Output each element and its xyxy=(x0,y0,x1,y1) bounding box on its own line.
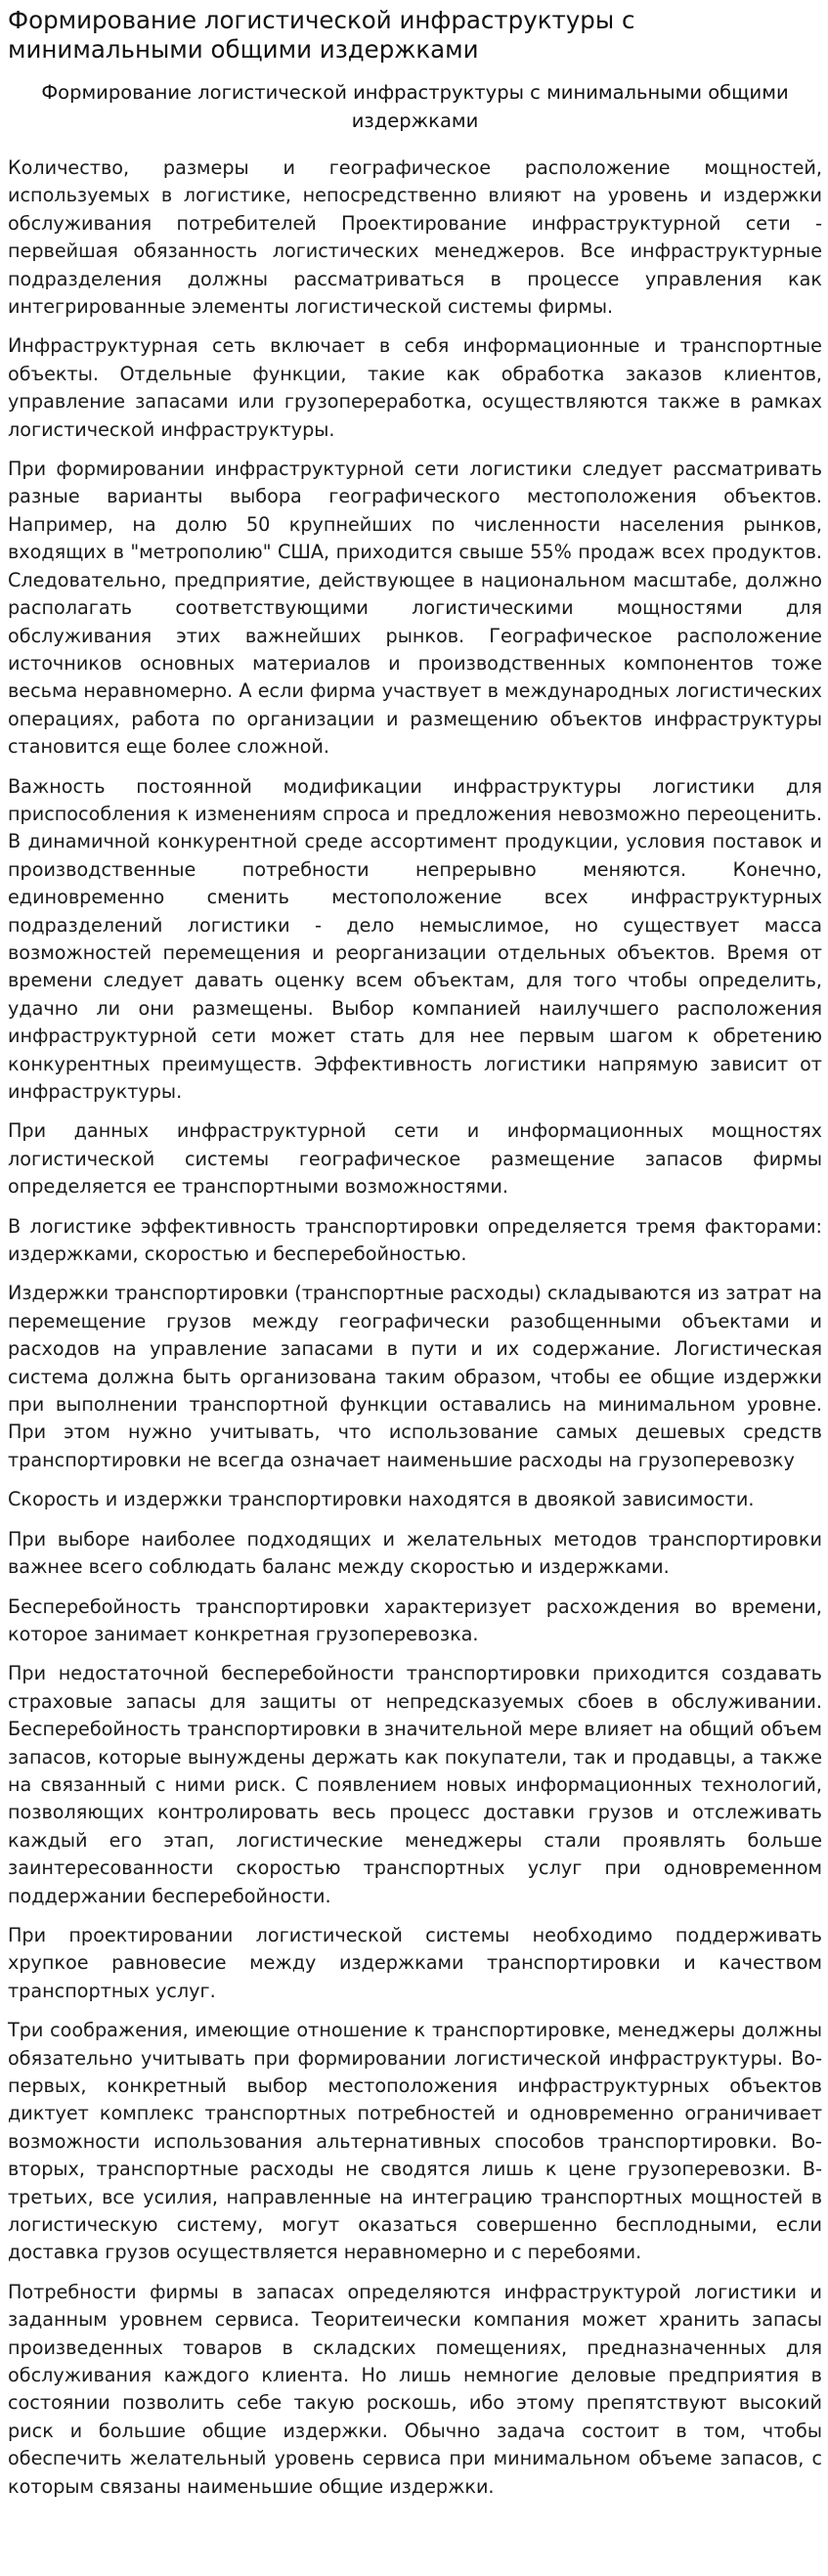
paragraph: При недостаточной бесперебойности транспортировки приходится создавать страховые запасы для защиты от непредсказуемых сбоев в обслуживании. Бесперебойность транспортировки в значительной мере влияет на общий объем запасов, которые вынуждены держать как покупатели, так и продавцы, а также на связанный с ними риск. С появлением новых информационных технологий, позволяющих контролировать весь процесс доставки грузов и отслеживать каждый его этап, логистические менеджеры стали проявлять больше заинтересованности скоростью транспортных услуг при одновременном поддержании бесперебойности. xyxy=(8,1662,822,1907)
paragraph: Издержки транспортировки (транспортные расходы) складываются из затрат на перемещение грузов между географически разобщенными объектами и расходов на управление запасами в пути и их содержание. Логистическая система должна быть организована таким образом, чтобы ее общие издержки при выполнении транспортной функции оставались на минимальном уровне. При этом нужно учитывать, что использование самых дешевых средств транспортировки не всегда означает наименьшие расходы на грузоперевозку xyxy=(8,1282,822,1471)
paragraph: При выборе наиболее подходящих и желательных методов транспортировки важнее всего соблюдать баланс между скоростью и издержками. xyxy=(8,1527,822,1579)
article-body xyxy=(8,154,822,2501)
paragraph: В логистике эффективность транспортировки определяется тремя факторами: издержками, скоростью и бесперебойностью. xyxy=(8,1214,822,1266)
paragraph: Скорость и издержки транспортировки находятся в двоякой зависимости. xyxy=(8,1488,755,1511)
paragraph: Бесперебойность транспортировки характеризует расхождения во времени, которое занимает конкретная грузоперевозка. xyxy=(8,1594,822,1645)
article-subtitle: Формирование логистической инфраструктуры с минимальными общими издержками xyxy=(41,81,789,132)
paragraph: При данных инфраструктурной сети и информационных мощностях логистической системы географическое размещение запасов фирмы определяется ее транспортными возможностями. xyxy=(8,1119,822,1199)
paragraph: Три соображения, имеющие отношение к транспортировке, менеджеры должны обязательно учитывать при формировании логистической инфраструктуры. Во-первых, конкретный выбор местоположения инфраструктурных объектов диктует комплекс транспортных потребностей и одновременно ограничивает возможности использования альтернативных способов транспортировки. Во-вторых, транспортные расходы не сводятся лишь к цене грузоперевозки. В-третьих, все усилия, направленные на интеграцию транспортных мощностей в логистическую систему, могут оказаться совершенно бесплодными, если доставка грузов осуществляется неравномерно и с перебоями. xyxy=(8,2019,822,2264)
paragraph: Количество, размеры и географическое расположение мощностей, используемых в логистике, непосредственно влияют на уровень и издержки обслуживания потребителей Проектирование инфраструктурной сети - первейшая обязанность логистических менеджеров. Все инфраструктурные подразделения должны рассматриваться в процессе управления как интегрированные элементы логистической системы фирмы. xyxy=(8,156,822,319)
paragraph: При проектировании логистической системы необходимо поддерживать хрупкое равновесие между издержками транспортировки и качеством транспортных услуг. xyxy=(8,1923,822,2002)
paragraph: Важность постоянной модификации инфраструктуры логистики для приспособления к изменениям спроса и предложения невозможно переоценить. В динамичной конкурентной среде ассортимент продукции, условия поставок и производственные потребности непрерывно меняются. Конечно, единовременно сменить местоположение всех инфраструктурных подразделений логистики - дело немыслимое, но существует масса возможностей перемещения и реорганизации отдельных объектов. Время от времени следует давать оценку всем объектам, для того чтобы определить, удачно ли они размещены. Выбор компанией наилучшего расположения инфраструктурной сети может стать для нее первым шагом к обретению конкурентных преимуществ. Эффективность логистики напрямую зависит от инфраструктуры. xyxy=(8,774,822,1103)
paragraph: Инфраструктурная сеть включает в себя информационные и транспортные объекты. Отдельные функции, такие как обработка заказов клиентов, управление запасами или грузопереработка, осуществляются также в рамках логистической инфраструктуры. xyxy=(8,334,822,441)
page-title: Формирование логистической инфраструктуры с минимальными общими издержками xyxy=(8,6,635,64)
paragraph: При формировании инфраструктурной сети логистики следует рассматривать разные варианты выбора географического местоположения объектов. Например, на долю 50 крупнейших по численности населения рынков, входящих в "метрополию" США, приходится свыше 55% продаж всех продуктов. Следовательно, предприятие, действующее в национальном масштабе, должно располагать соответствующими логистическими мощностями для обслуживания этих важнейших рынков. Географическое расположение источников основных материалов и производственных компонентов тоже весьма неравномерно. А если фирма участвует в международных логистических операциях, работа по организации и размещению объектов инфраструктуры становится еще более сложной. xyxy=(8,458,822,759)
paragraph: Потребности фирмы в запасах определяются инфраструктурой логистики и заданным уровнем сервиса. Теоритеически компания может хранить запасы произведенных товаров в складских помещениях, предназначенных для обслуживания каждого клиента. Но лишь немногие деловые предприятия в состоянии позволить себе такую роскошь, ибо этому препятствуют высокий риск и большие общие издержки. Обычно задача состоит в том, чтобы обеспечить желательный уровень сервиса при минимальном объеме запасов, с которым связаны наименьшие общие издержки. xyxy=(8,2280,822,2498)
